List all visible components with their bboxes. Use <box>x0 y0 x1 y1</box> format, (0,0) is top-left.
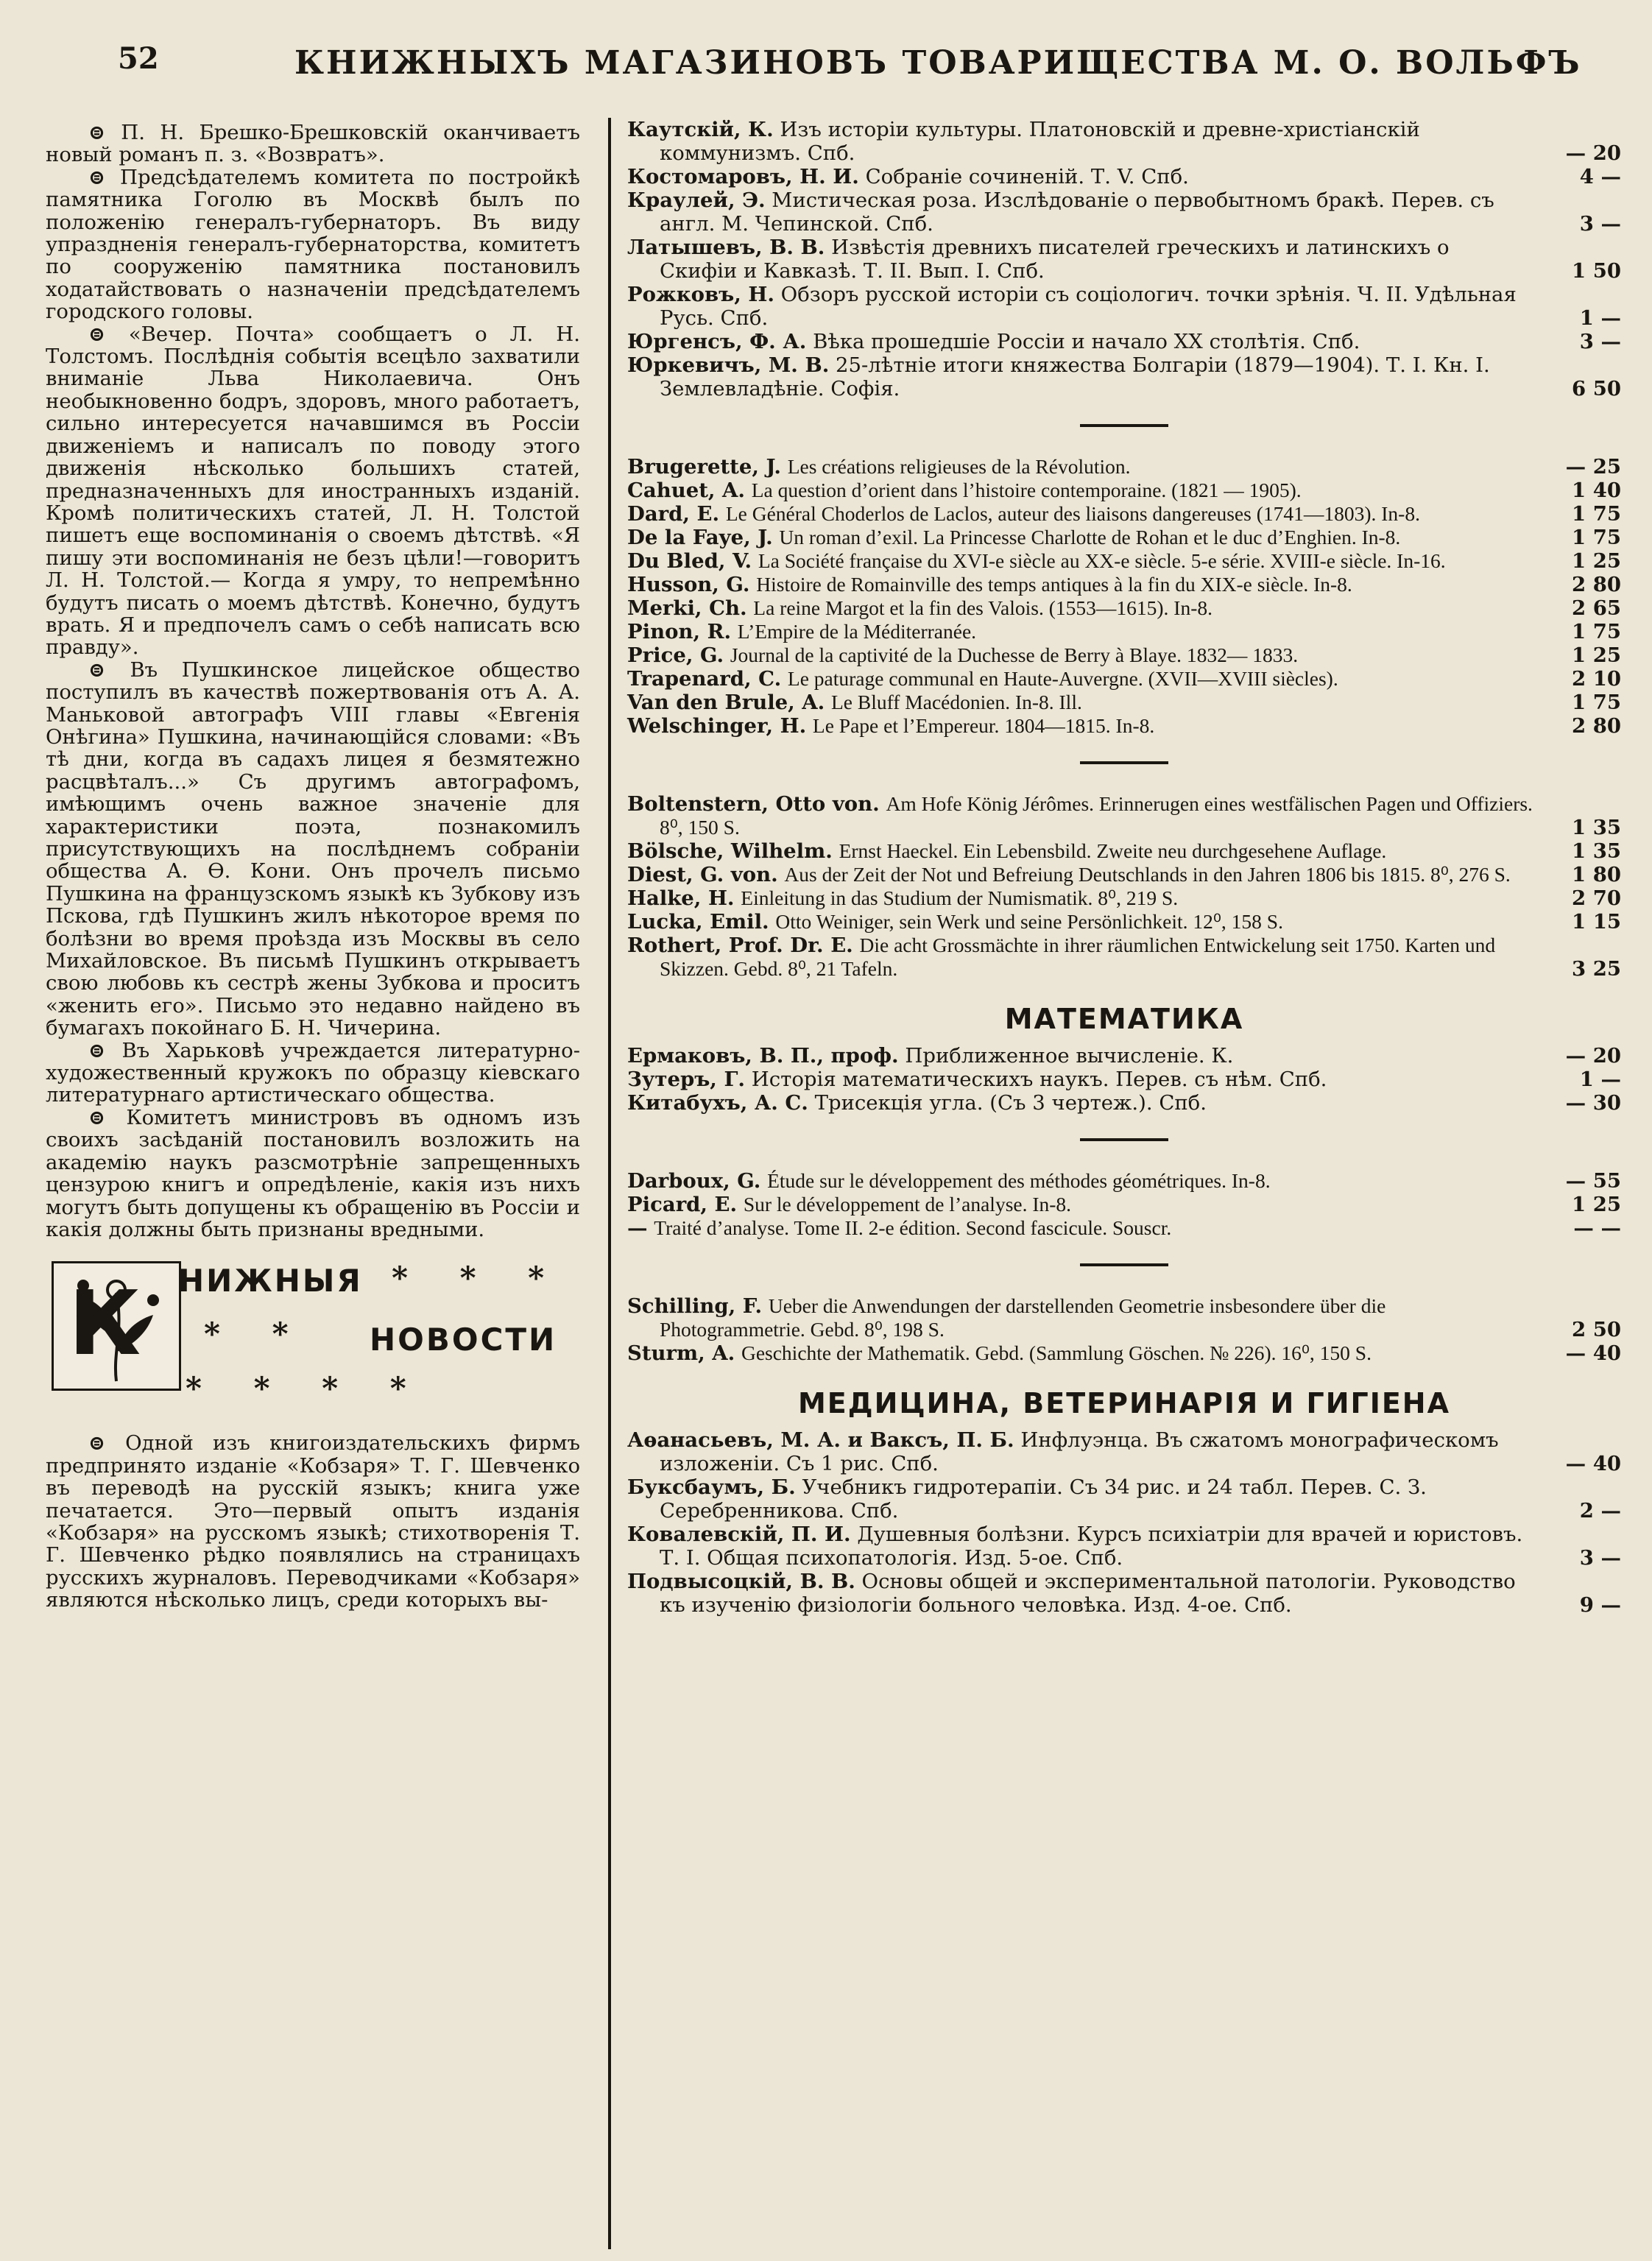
entry-author: Sturm, A. <box>627 1341 735 1365</box>
entry-price: 1 75 <box>1572 620 1621 643</box>
entry-author: Юркевичъ, М. В. <box>627 353 830 377</box>
note-item: ⊜ Въ Пушкинское лицейское общество поступилъ въ качествѣ пожертвованія отъ А. А. Маньковой автографъ VIII главы «Евгенія Онѣгина» Пушкина, начинающійся словами: «Въ тѣ дни, когда въ садахъ лицея я безмятежно расцвѣталъ...» Съ другимъ автографомъ, имѣющимъ очень важное значеніе для характеристики поэта, познакомилъ присутствующихъ на послѣднемъ собраніи общества А. Ѳ. Кони. Онъ прочелъ письмо Пушкина на французскомъ языкѣ къ Зубкову изъ Пскова, гдѣ Пушкинъ жилъ нѣкоторое время по болѣзни во время проѣзда изъ Москвы въ село Михайловское. Въ письмѣ Пушкинъ открываетъ свою любовь къ сестрѣ жены Зубкова и проситъ «женить его». Письмо это недавно найдено въ бумагахъ покойнаго Б. Н. Чичерина. <box>46 657 580 1040</box>
note-item: ⊜ Въ Харьковѣ учреждается литературно-художественный кружокъ по образцу кіевскаго литературнаго артистическаго общества. <box>46 1038 580 1107</box>
entry-title: Journal de la captivité de la Duchesse de Berry à Blaye. 1832— 1833. <box>730 643 1299 666</box>
catalog-entry <box>627 934 1621 981</box>
bullet-mark: ⊜ <box>88 657 130 682</box>
entry-title: Le Général Choderlos de Laclos, auteur des liaisons dangereuses (1741—1803). In-8. <box>725 502 1420 525</box>
entry-author: Каутскій, К. <box>627 118 774 141</box>
entry-title: Le Pape et l’Empereur. 1804—1815. In-8. <box>812 714 1155 737</box>
bullet-mark: ⊜ <box>88 1038 122 1062</box>
entry-title: Собраніе сочиненій. Т. V. Спб. <box>865 165 1189 188</box>
note-item: ⊜ П. Н. Брешко-Брешковскій оканчиваетъ новый романъ п. з. «Возвратъ». <box>46 121 580 167</box>
catalog-entry <box>627 330 1621 353</box>
news-item: ⊜ Одной изъ книгоиздательскихъ фирмъ предпринято изданіе «Кобзаря» Т. Г. Шевченко въ переводѣ на русскій языкъ; книга уже печатается. Это—первый опытъ изданія «Кобзаря» на русскомъ языкѣ; стихотворенія Т. Г. Шевченко рѣдко появлялись на страницахъ русскихъ журналовъ. Переводчиками «Кобзаря» являются нѣсколько лицъ, среди которыхъ вы- <box>46 1431 580 1612</box>
entry-price: 9 — <box>1579 1593 1621 1617</box>
german-books-list <box>627 792 1621 981</box>
catalog-entry <box>627 714 1621 738</box>
catalog-entry <box>627 863 1621 886</box>
entry-author: Буксбаумъ, Б. <box>627 1475 796 1499</box>
entry-author: Diest, G. von. <box>627 863 778 886</box>
running-head: КНИЖНЫХЪ МАГАЗИНОВЪ ТОВАРИЩЕСТВА М. О. ВОЛЬФЪ <box>294 44 1582 82</box>
entry-price: 2 65 <box>1572 596 1621 620</box>
catalog-entry <box>627 526 1621 549</box>
entry-title: Geschichte der Mathematik. Gebd. (Sammlung Göschen. № 226). 16⁰, 150 S. <box>741 1341 1372 1364</box>
entry-author: Trapenard, C. <box>627 667 782 691</box>
entry-title: Трисекція угла. (Съ 3 чертеж.). Спб. <box>814 1091 1207 1115</box>
entry-price: 1 — <box>1579 306 1621 330</box>
entry-title: Le Bluff Macédonien. In-8. Ill. <box>830 691 1082 713</box>
entry-author: Костомаровъ, Н. И. <box>627 165 859 188</box>
bullet-mark: ⊜ <box>88 1105 127 1129</box>
catalog-entry <box>627 839 1621 863</box>
entry-author: Picard, E. <box>627 1193 738 1216</box>
catalog-entry <box>627 502 1621 526</box>
entry-author: Brugerette, J. <box>627 455 781 479</box>
entry-price: — 40 <box>1565 1452 1621 1475</box>
catalog-entry <box>627 283 1621 330</box>
note-item: ⊜ Комитетъ министровъ въ одномъ изъ своихъ засѣданій постановилъ возложить на академію наукъ разсмотрѣніе запрещенныхъ цензурою книгъ и опредѣленіе, какія изъ нихъ могутъ быть допущены къ обращенію въ Россіи и какія должны быть признаны вредными. <box>46 1105 580 1241</box>
decorative-stars: * * <box>204 1316 309 1352</box>
math-russian-list <box>627 1044 1621 1115</box>
column-divider <box>608 118 611 2249</box>
entry-author: Lucka, Emil. <box>627 910 769 934</box>
catalog-entry <box>627 620 1621 643</box>
catalog-entry <box>627 1294 1621 1341</box>
entry-title: Le paturage communal en Haute-Auvergne. (XVII—XVIII siècles). <box>787 667 1338 690</box>
left-column <box>46 121 580 1612</box>
entry-title: 25-лѣтніе итоги княжества Болгаріи (1879—1904). Т. I. Кн. I. Землевладѣніе. Софія. <box>660 353 1490 401</box>
entry-price: 1 25 <box>1572 549 1621 573</box>
entry-author: Рожковъ, Н. <box>627 283 774 306</box>
entry-author: Schilling, F. <box>627 1294 763 1318</box>
entry-title: Основы общей и экспериментальной патологіи. Руководство къ изученію физіологіи больного человѣка. Изд. 4-ое. Спб. <box>660 1570 1516 1617</box>
entry-price: 3 25 <box>1572 957 1621 981</box>
catalog-entry <box>627 1044 1621 1068</box>
entry-author: Husson, G. <box>627 573 750 596</box>
entry-title: Вѣка прошедшіе Россіи и начало XX столѣтія. Спб. <box>813 330 1360 353</box>
entry-title: Sur le développement de l’analyse. In-8. <box>743 1193 1072 1216</box>
decorative-stars: * * * * <box>186 1370 427 1407</box>
entry-price: 2 80 <box>1572 573 1621 596</box>
entry-price: 3 — <box>1579 1546 1621 1570</box>
entry-author: Подвысоцкій, В. В. <box>627 1570 855 1593</box>
entry-title: Ueber die Anwendungen der darstellenden Geometrie insbesondere über die Photogrammetrie. Gebd. 8⁰, 198 S. <box>660 1294 1386 1341</box>
catalog-entry <box>627 573 1621 596</box>
bullet-mark: ⊜ <box>88 165 121 189</box>
decorative-stars: * * * <box>392 1260 565 1297</box>
entry-title: Обзоръ русской исторіи съ соціологич. точки зрѣнія. Ч. II. Удѣльная Русь. Спб. <box>660 283 1517 330</box>
entry-author: Краулей, Э. <box>627 188 766 212</box>
entry-title: Ernst Haeckel. Ein Lebensbild. Zweite neu durchgesehene Auflage. <box>839 839 1387 862</box>
page-number: 52 <box>118 41 159 76</box>
catalog-entry <box>627 479 1621 502</box>
entry-price: — 20 <box>1565 1044 1621 1068</box>
entry-author: Ермаковъ, В. П., проф. <box>627 1044 899 1068</box>
catalog-entry <box>627 1068 1621 1091</box>
math-heading: МАТЕМАТИКА <box>1004 1003 1244 1035</box>
entry-author: Dard, E. <box>627 502 720 526</box>
entry-price: 1 15 <box>1572 910 1621 934</box>
entry-price: — 30 <box>1565 1091 1621 1115</box>
entry-price: 1 25 <box>1572 643 1621 667</box>
entry-title: Инфлуэнца. Въ сжатомъ монографическомъ изложеніи. Съ 1 рис. Спб. <box>660 1428 1499 1475</box>
catalog-entry <box>627 1341 1621 1365</box>
french-books-list <box>627 455 1621 738</box>
entry-title: Otto Weiniger, sein Werk und seine Persönlichkeit. 12⁰, 158 S. <box>775 910 1283 933</box>
entry-title: Мистическая роза. Изслѣдованіе о первобытномъ бракѣ. Перев. съ англ. М. Чепинской. Спб. <box>660 188 1494 236</box>
catalog-entry <box>627 596 1621 620</box>
entry-price: 2 80 <box>1572 714 1621 738</box>
entry-author: Cahuet, A. <box>627 479 745 502</box>
entry-author: — <box>627 1216 648 1240</box>
ornamental-initial <box>52 1261 181 1391</box>
entry-author: Halke, H. <box>627 886 735 910</box>
entry-price: 1 35 <box>1572 816 1621 839</box>
medicine-list <box>627 1428 1621 1617</box>
entry-price: — 55 <box>1565 1169 1621 1193</box>
catalog-entry <box>627 886 1621 910</box>
book-news-heading <box>46 1261 580 1423</box>
entry-author: Rothert, Prof. Dr. E. <box>627 934 853 957</box>
entry-author: Юргенсъ, Ф. А. <box>627 330 807 353</box>
right-column <box>627 118 1621 1617</box>
entry-price: 1 — <box>1579 1068 1621 1091</box>
heading-word-1: НИЖНЫЯ <box>178 1263 363 1299</box>
catalog-entry <box>627 118 1621 165</box>
entry-price: — — <box>1573 1216 1621 1240</box>
entry-price: 1 75 <box>1572 691 1621 714</box>
entry-price: 4 — <box>1579 165 1621 188</box>
catalog-entry <box>627 792 1621 839</box>
entry-author: Merki, Ch. <box>627 596 747 620</box>
catalog-entry <box>627 1523 1621 1570</box>
entry-title: Die acht Grossmächte in ihrer räumlichen Entwickelung seit 1750. Karten und Skizzen. Gebd. 8⁰, 21 Tafeln. <box>660 934 1496 980</box>
entry-author: Аѳанасьевъ, М. А. и Ваксъ, П. Б. <box>627 1428 1014 1452</box>
catalog-entry <box>627 643 1621 667</box>
entry-title: Traité d’analyse. Tome II. 2-e édition. Second fascicule. Souscr. <box>654 1216 1172 1239</box>
entry-price: 1 25 <box>1572 1193 1621 1216</box>
entry-price: — 25 <box>1565 455 1621 479</box>
entry-price: 2 50 <box>1572 1318 1621 1341</box>
catalog-entry <box>627 1193 1621 1216</box>
entry-author: Китабухъ, А. С. <box>627 1091 808 1115</box>
math-german-list <box>627 1294 1621 1365</box>
entry-title: Изъ исторіи культуры. Платоновскій и древне-христіанскій коммунизмъ. Спб. <box>660 118 1420 165</box>
entry-price: 1 80 <box>1572 863 1621 886</box>
entry-price: 1 75 <box>1572 526 1621 549</box>
catalog-entry <box>627 1428 1621 1475</box>
catalog-entry <box>627 1570 1621 1617</box>
entry-author: Bölsche, Wilhelm. <box>627 839 833 863</box>
bullet-mark: ⊜ <box>88 1431 126 1456</box>
catalog-entry <box>627 1091 1621 1115</box>
entry-title: Извѣстія древнихъ писателей греческихъ и латинскихъ о Скифіи и Кавказѣ. Т. II. Вып. I. Спб. <box>660 236 1450 283</box>
bullet-mark: ⊜ <box>88 121 121 144</box>
section-rule <box>1080 1263 1168 1266</box>
catalog-entry <box>627 455 1621 479</box>
entry-price: 2 10 <box>1572 667 1621 691</box>
entry-author: Du Bled, V. <box>627 549 752 573</box>
entry-price: 2 — <box>1579 1499 1621 1523</box>
catalog-entry <box>627 165 1621 188</box>
russian-history-list <box>627 118 1621 401</box>
entry-author: Price, G. <box>627 643 724 667</box>
entry-title: La Société française du XVI-e siècle au XX-e siècle. 5-e série. XVIII-e siècle. In-16. <box>758 549 1446 572</box>
entry-title: La question d’orient dans l’histoire contemporaine. (1821 — 1905). <box>751 479 1302 501</box>
entry-price: — 40 <box>1565 1341 1621 1365</box>
entry-price: 6 50 <box>1572 377 1621 401</box>
initial-letter: К <box>68 1273 141 1376</box>
section-rule <box>1080 761 1168 764</box>
entry-title: Am Hofe König Jérômes. Erinnerugen eines westfälischen Pagen und Offiziers. 8⁰, 150 S. <box>660 792 1533 839</box>
entry-title: Исторія математическихъ наукъ. Перев. съ нѣм. Спб. <box>751 1068 1327 1091</box>
entry-title: Étude sur le développement des méthodes géométriques. In-8. <box>767 1169 1271 1192</box>
entry-price: 1 75 <box>1572 502 1621 526</box>
entry-title: Histoire de Romainville des temps antiques à la fin du XIX-e siècle. In-8. <box>756 573 1352 596</box>
math-french-list <box>627 1169 1621 1240</box>
entry-author: Van den Brule, A. <box>627 691 825 714</box>
catalog-entry <box>627 691 1621 714</box>
note-item: ⊜ Предсѣдателемъ комитета по постройкѣ памятника Гоголю въ Москвѣ былъ по положенію генералъ-губернаторъ. Въ виду упраздненія генералъ-губернаторства, комитетъ по сооруженію памятника постановилъ ходатайствовать о назначеніи предсѣдателемъ городского головы. <box>46 165 580 324</box>
catalog-entry <box>627 549 1621 573</box>
medicine-heading: МЕДИЦИНА, ВЕТЕРИНАРІЯ И ГИГІЕНА <box>797 1387 1451 1419</box>
note-item: ⊜ «Вечер. Почта» сообщаетъ о Л. Н. Толстомъ. Послѣднія событія всецѣло захватили вниманіе Льва Николаевича. Онъ необыкновенно бодръ, здоровъ, много работаетъ, сильно интересуется начавшимся въ Россіи движеніемъ и написалъ по поводу этого движенія нѣсколько большихъ статей, предназначенныхъ для иностранныхъ изданій. Кромѣ политическихъ статей, Л. Н. Толстой пишетъ еще воспоминанія о своемъ дѣтствѣ. «Я пишу эти воспоминанія не безъ цѣли!—говоритъ Л. Н. Толстой.— Когда я умру, то непремѣнно будутъ писать о моемъ дѣтствѣ. Конечно, будутъ врать. Я и предпочелъ самъ о себѣ написать всю правду». <box>46 322 580 660</box>
entry-author: Ковалевскій, П. И. <box>627 1523 851 1546</box>
entry-author: Латышевъ, В. В. <box>627 236 825 259</box>
entry-author: Darboux, G. <box>627 1169 761 1193</box>
entry-author: Зутеръ, Г. <box>627 1068 746 1091</box>
entry-title: Un roman d’exil. La Princesse Charlotte de Rohan et le duc d’Enghien. In-8. <box>779 526 1401 549</box>
entry-title: L’Empire de la Méditerranée. <box>737 620 977 643</box>
entry-price: 2 70 <box>1572 886 1621 910</box>
catalog-entry <box>627 1475 1621 1523</box>
entry-price: 1 40 <box>1572 479 1621 502</box>
section-rule <box>1080 1138 1168 1141</box>
entry-title: Приближенное вычисленіе. К. <box>905 1044 1234 1068</box>
entry-author: De la Faye, J. <box>627 526 773 549</box>
entry-title: Les créations religieuses de la Révolution. <box>787 455 1131 478</box>
entry-title: Aus der Zeit der Not und Befreiung Deutschlands in den Jahren 1806 bis 1815. 8⁰, 276 S. <box>784 863 1511 886</box>
entry-title: La reine Margot et la fin des Valois. (1553—1615). In-8. <box>753 596 1212 619</box>
section-rule <box>1080 424 1168 427</box>
entry-title: Учебникъ гидротерапіи. Съ 34 рис. и 24 табл. Перев. С. З. Серебренникова. Спб. <box>660 1475 1427 1523</box>
heading-word-2: НОВОСТИ <box>370 1322 557 1358</box>
entry-price: — 20 <box>1565 141 1621 165</box>
catalog-entry <box>627 236 1621 283</box>
catalog-entry <box>627 1216 1621 1240</box>
entry-author: Pinon, R. <box>627 620 732 643</box>
entry-price: 3 — <box>1579 330 1621 353</box>
catalog-entry <box>627 188 1621 236</box>
entry-title: Душевныя болѣзни. Курсъ психіатріи для врачей и юристовъ. Т. I. Общая психопатологія. Изд. 5-ое. Спб. <box>660 1523 1523 1570</box>
catalog-entry <box>627 667 1621 691</box>
entry-price: 1 50 <box>1572 259 1621 283</box>
catalog-entry <box>627 1169 1621 1193</box>
entry-title: Einleitung in das Studium der Numismatik. 8⁰, 219 S. <box>741 886 1179 909</box>
entry-author: Boltenstern, Otto von. <box>627 792 880 816</box>
bullet-mark: ⊜ <box>88 322 129 346</box>
entry-author: Welschinger, H. <box>627 714 807 738</box>
entry-price: 3 — <box>1579 212 1621 236</box>
entry-price: 1 35 <box>1572 839 1621 863</box>
catalog-entry <box>627 910 1621 934</box>
catalog-entry <box>627 353 1621 401</box>
